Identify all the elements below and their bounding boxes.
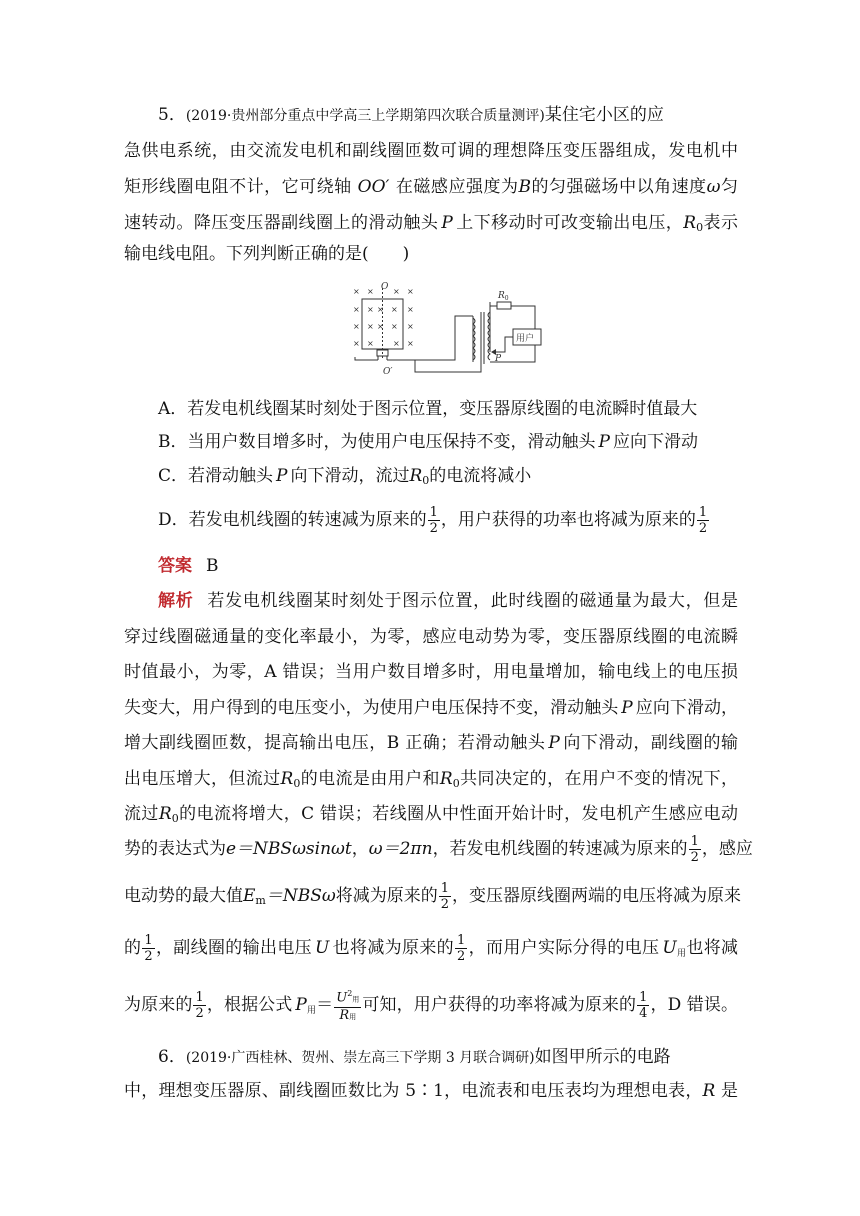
svg-text:×: ×	[391, 322, 398, 331]
svg-text:×: ×	[377, 305, 384, 314]
svg-text:×: ×	[367, 287, 374, 296]
option-d: D．若发电机线圈的转速减为原来的 $\frac{1}{2}$ ，用户获得的功率也将减为原来的 $\frac{1}{2}$	[158, 505, 708, 536]
svg-text:×: ×	[353, 287, 360, 296]
svg-text:×: ×	[367, 339, 374, 348]
q5-line-3: 矩形线圈电阻不计，它可绕轴 OO′ 在磁感应强度为B的匀强磁场中以角速度ω匀	[124, 177, 739, 197]
q5-line-5: 输电线电阻。下列判断正确的是( )	[124, 244, 410, 264]
answer-row	[158, 555, 738, 577]
analysis-line-11: 为原来的 $\frac{1}{2}$ ，根据公式 $P_用=$ $\frac{U^2用}{\text{R用}}$ 可知，用户获得的功率将减为原来的 $\frac{1}{4}$ ，D 错误。	[124, 986, 738, 1030]
svg-text:×: ×	[407, 287, 414, 296]
fraction-half: $\frac{1}{2}$	[429, 505, 438, 536]
answer-value: B	[206, 556, 219, 576]
axis-label-o: O	[381, 282, 389, 292]
svg-text:×: ×	[353, 322, 360, 331]
option-c: C．若滑动触头 P 向下滑动，流过$R_0$的电流将减小	[158, 466, 532, 487]
q5-source: (2019·贵州部分重点中学高三上学期第四次联合质量测评)	[185, 108, 545, 124]
q5-line-1: 5．(2019·贵州部分重点中学高三上学期第四次联合质量测评)某住宅小区的应	[158, 105, 664, 125]
q6-line-2: 中，理想变压器原、副线圈匝数比为 5∶1，电流表和电压表均为理想电表，R 是	[124, 1081, 738, 1101]
formula-power-fraction: $\frac{U^2用}{\text{R用}}$	[334, 986, 361, 1025]
q5-number: 5．	[158, 105, 186, 125]
svg-text:×: ×	[407, 305, 414, 314]
analysis-line-8: 势的表达式为e＝NBSωsinωt，ω＝2πn，若发电机线圈的转速减为原来的 $\frac{1}{2}$ ，感应	[124, 834, 753, 865]
q6-number: 6．	[158, 1047, 186, 1067]
q6-source: (2019·广西桂林、贺州、崇左高三下学期 3 月联合调研)	[185, 1050, 535, 1066]
analysis-line-1: 解析 若发电机线圈某时刻处于图示位置，此时线圈的磁通量为最大，但是	[158, 591, 739, 611]
slider-label-p: P	[495, 354, 502, 364]
svg-text:×: ×	[377, 322, 384, 331]
fraction-half: $\frac{1}{2}$	[440, 881, 450, 912]
fraction-half: $\frac{1}{2}$	[690, 834, 699, 865]
answer-label: 答案	[158, 556, 192, 576]
option-a: A．若发电机线圈某时刻处于图示位置，变压器原线圈的电流瞬时值最大	[158, 399, 698, 419]
resistor-r0	[497, 302, 511, 309]
svg-text:×: ×	[367, 305, 374, 314]
fraction-quarter: $\frac{1}{4}$	[639, 990, 648, 1022]
fraction-half: $\frac{1}{2}$	[144, 933, 153, 964]
svg-text:×: ×	[353, 305, 360, 314]
svg-text:×: ×	[407, 322, 414, 331]
analysis-line-4: 失变大，用户得到的电压变小，为使用户电压保持不变，滑动触头 P 应向下滑动，	[124, 698, 738, 718]
analysis-line-2: 穿过线圈磁通量的变化率最小，为零，感应电动势为零，变压器原线圈的电流瞬	[124, 627, 738, 647]
slider-wire	[495, 337, 513, 352]
svg-text:×: ×	[393, 287, 400, 296]
analysis-line-9: 电动势的最大值$E_m=NBS\omega$将减为原来的 $\frac{1}{2}$ ，变压器原线圈两端的电压将减为原来	[124, 881, 742, 912]
analysis-line-10: 的 $\frac{1}{2}$ ，副线圈的输出电压 U 也将减为原来的 $\frac{1}{2}$ ，而用户实际分得的电压 $U_用$也将减	[124, 933, 739, 964]
svg-text:×: ×	[367, 322, 374, 331]
q5-line-4: 速转动。降压变压器副线圈上的滑动触头 P 上下移动时可改变输出电压，$R_0$表示	[124, 213, 739, 234]
fraction-half: $\frac{1}{2}$	[195, 990, 204, 1022]
svg-text:×: ×	[407, 339, 414, 348]
transformer-primary-coil	[473, 312, 490, 364]
analysis-line-6: 出电压增大，但流过$R_0$的电流是由用户和$R_0$共同决定的，在用户不变的情况下，	[124, 769, 739, 790]
q5-line-2: 急供电系统，由交流发电机和副线圈匝数可调的理想降压变压器组成，发电机中	[124, 141, 738, 161]
resistor-r0-label: $R_0$	[498, 291, 509, 302]
user-load-label: 用户	[516, 334, 535, 344]
fraction-half: $\frac{1}{2}$	[698, 505, 708, 536]
analysis-line-3: 时值最小，为零，A 错误；当用户数目增多时，用电量增加，输电线上的电压损	[124, 662, 738, 682]
analysis-label: 解析	[158, 591, 194, 611]
fraction-half: $\frac{1}{2}$	[457, 933, 466, 964]
svg-text:×: ×	[393, 339, 400, 348]
svg-text:×: ×	[391, 305, 398, 314]
analysis-line-5: 增大副线圈匝数，提高输出电压，B 正确；若滑动触头 P 向下滑动，副线圈的输	[124, 733, 739, 753]
analysis-line-7: 流过$R_0$的电流将增大，C 错误；若线圈从中性面开始计时，发电机产生感应电动	[124, 804, 738, 825]
axis-label-o-prime: O′	[383, 367, 393, 377]
q6-line-1: 6．(2019·广西桂林、贺州、崇左高三下学期 3 月联合调研)如图甲所示的电路	[158, 1047, 671, 1067]
svg-text:×: ×	[353, 339, 360, 348]
option-b: B．当用户数目增多时，为使用户电压保持不变，滑动触头 P 应向下滑动	[158, 432, 698, 452]
generator-transformer-circuit-diagram	[345, 282, 545, 380]
